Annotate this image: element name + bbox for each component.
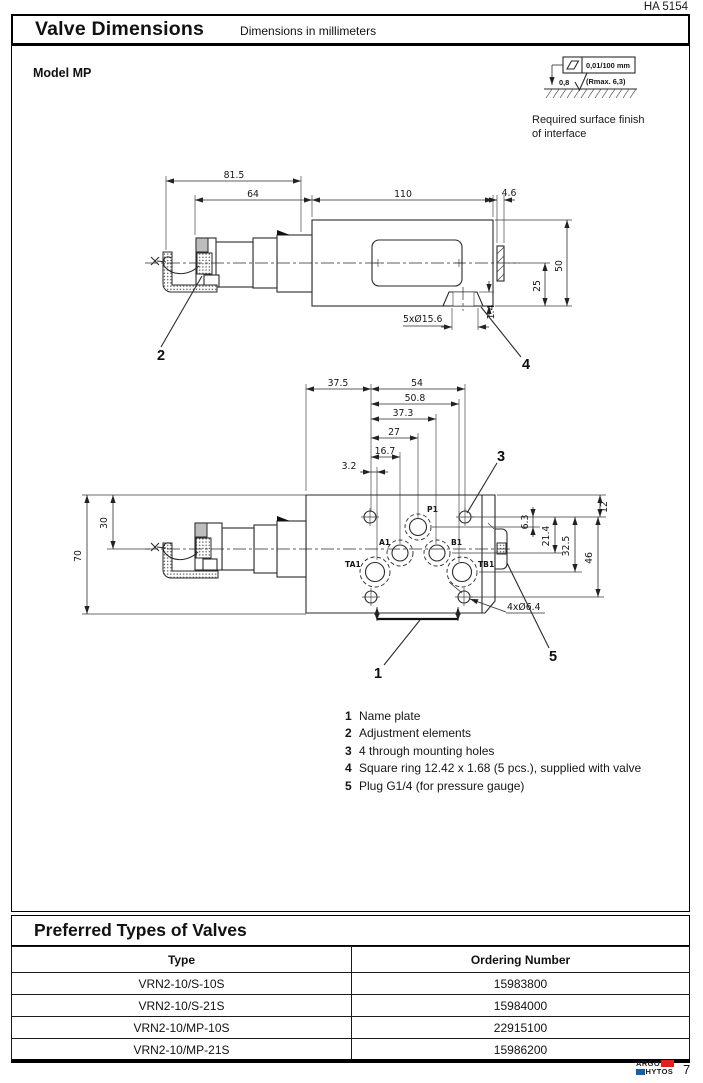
cell-type: VRN2-10/MP-10S <box>12 1017 352 1039</box>
cell-type: VRN2-10/MP-21S <box>12 1039 352 1061</box>
dim-overall-length: 81.5 <box>223 170 245 181</box>
port-label-tb1: TB1 <box>478 560 495 569</box>
dim-32-5: 32.5 <box>561 535 572 557</box>
column-header-ordering-number: Ordering Number <box>352 947 690 973</box>
dim-center-height: 25 <box>532 280 543 292</box>
callout-4-square-ring: 4 <box>522 357 531 373</box>
flatness-value: 0,01/100 mm <box>586 61 630 70</box>
cell-ordering-number: 15983800 <box>352 973 690 995</box>
dim-ring-diameter: 5xØ15.6 <box>403 314 443 325</box>
dim-3-2: 3.2 <box>341 461 357 472</box>
page-subtitle: Dimensions in millimeters <box>240 24 377 38</box>
page-title: Valve Dimensions <box>35 18 205 40</box>
dim-12: 12 <box>599 501 610 513</box>
legend-item-3: 3 4 through mounting holes <box>345 743 495 758</box>
argo-hytos-logo <box>636 1060 674 1076</box>
dim-6-3: 6.3 <box>520 514 531 530</box>
dim-70: 70 <box>73 550 84 562</box>
top-view <box>73 378 610 682</box>
table-row <box>12 995 690 1017</box>
cell-ordering-number: 22915100 <box>352 1017 690 1039</box>
legend-item-4: 4 Square ring 12.42 x 1.68 (5 pcs.), supplied with valve <box>345 761 642 776</box>
table-row <box>12 1039 690 1061</box>
caption-line-2: of interface <box>532 128 587 140</box>
caption-line-1: Required surface finish <box>532 114 645 126</box>
dim-50-8: 50.8 <box>404 393 426 404</box>
surface-finish-symbol <box>544 57 637 98</box>
dim-body-length: 110 <box>394 189 412 200</box>
dim-46: 46 <box>584 552 595 564</box>
dim-54: 54 <box>411 378 423 389</box>
model-label: Model MP <box>33 66 92 80</box>
port-label-p1: P1 <box>427 505 438 514</box>
dim-27: 27 <box>388 427 400 438</box>
dim-ring-height: 1.4 <box>486 304 497 320</box>
title-bar <box>11 14 690 45</box>
callout-2-adjustment: 2 <box>157 348 166 364</box>
footer-rule <box>11 1059 690 1063</box>
dim-rear-length: 64 <box>247 189 259 200</box>
roughness-max: (Rmax. 6,3) <box>586 77 626 86</box>
port-label-a1: A1 <box>379 538 391 547</box>
table-row <box>12 1017 690 1039</box>
side-view <box>145 170 572 373</box>
dim-37-5: 37.5 <box>327 378 349 389</box>
dim-mounting-holes: 4xØ6.4 <box>507 602 541 613</box>
callout-3-mounting-holes: 3 <box>497 449 506 465</box>
roughness-value: 0,8 <box>559 78 570 87</box>
callout-5-plug: 5 <box>549 649 558 665</box>
cell-ordering-number: 15984000 <box>352 995 690 1017</box>
legend-item-5: 5 Plug G1/4 (for pressure gauge) <box>345 778 525 793</box>
page-number: 7 <box>683 1062 691 1077</box>
surface-hatching <box>546 89 636 98</box>
brand-blue-block <box>636 1069 645 1075</box>
preferred-types-table <box>11 946 690 1061</box>
column-header-type: Type <box>12 947 352 973</box>
seal-plate <box>497 246 504 281</box>
brand-argo: ARGO <box>636 1059 661 1068</box>
surface-finish-caption <box>532 113 645 141</box>
dim-16-7: 16.7 <box>374 446 396 457</box>
adjustment-cap <box>196 238 208 252</box>
dim-plate-thickness: 4.6 <box>501 188 517 199</box>
dim-37-3: 37.3 <box>392 408 414 419</box>
brand-hytos: HYTOS <box>645 1067 674 1076</box>
table-header-row <box>12 947 690 973</box>
callout-1-name-plate: 1 <box>374 666 383 682</box>
cell-type: VRN2-10/S-21S <box>12 995 352 1017</box>
port-label-ta1: TA1 <box>345 560 361 569</box>
doc-code: HA 5154 <box>643 1 688 13</box>
legend <box>345 708 641 795</box>
adjustment-knurl <box>197 253 212 274</box>
bleed-screw <box>277 230 290 235</box>
port-label-b1: B1 <box>451 538 463 547</box>
legend-item-2: 2 Adjustment elements <box>345 726 472 741</box>
cell-type: VRN2-10/S-10S <box>12 973 352 995</box>
dim-30: 30 <box>99 517 110 529</box>
cell-ordering-number: 15986200 <box>352 1039 690 1061</box>
brand-red-block <box>661 1060 674 1067</box>
dim-21-4: 21.4 <box>541 525 552 547</box>
preferred-types-header <box>11 915 690 946</box>
table-row <box>12 973 690 995</box>
section-title: Preferred Types of Valves <box>34 920 247 940</box>
legend-item-1: 1 Name plate <box>345 709 421 723</box>
dim-body-height: 50 <box>554 260 565 272</box>
